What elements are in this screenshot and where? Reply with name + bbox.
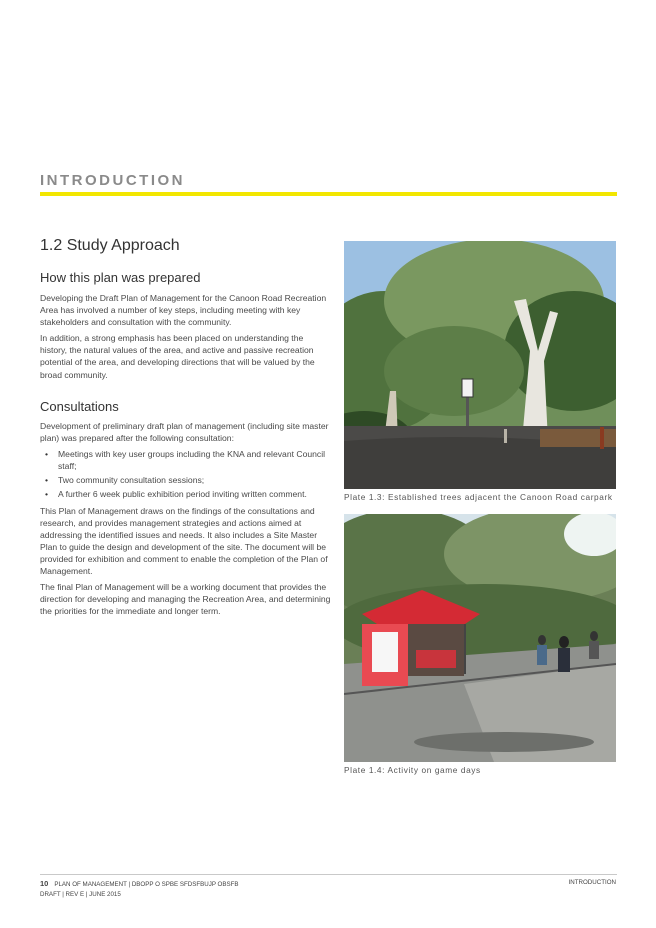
how-prepared-body — [40, 292, 332, 385]
consultation-list — [40, 448, 332, 500]
plate-1-4-caption: Plate 1.4: Activity on game days — [344, 765, 481, 775]
study-approach-heading: 1.2 Study Approach — [40, 237, 180, 254]
paragraph: Developing the Draft Plan of Management for the Canoon Road Recreation Area has involved a number of key steps, including meeting with key stakeholders and consultation with the community. — [40, 293, 327, 328]
plate-1-4-photo — [344, 514, 616, 762]
consultations-body — [40, 420, 332, 621]
footer-rule — [40, 874, 617, 875]
paragraph: This Plan of Management draws on the findings of the consultations and research, and provides management strategies and actions aimed at addressing the identified issues and needs. It also includes a Site Master Plan to guide the design and development of the site. The document will be provided for exhibition and comment to enable the completion of the Plan of Management. — [40, 505, 328, 577]
plate-1-3-photo — [344, 241, 616, 489]
paragraph: The final Plan of Management will be a working document that provides the direction for developing and managing the Recreation Area, and determining the priorities for the immediate and longer term. — [40, 582, 331, 617]
trees-carpark-image — [344, 241, 616, 489]
footer-section: INTRODUCTION — [568, 879, 616, 886]
game-day-image — [344, 514, 616, 762]
plate-1-3-caption: Plate 1.3: Established trees adjacent the Canoon Road carpark — [344, 492, 613, 502]
paragraph: In addition, a strong emphasis has been placed on understanding the history, the natural values of the area, and active and passive recreation potential of the area, and developing directions that will be valued by the broad community. — [40, 333, 315, 380]
page-number: 10 — [40, 879, 49, 888]
footer-title-line — [40, 879, 239, 888]
accent-rule — [40, 192, 617, 196]
how-prepared-heading: How this plan was prepared — [40, 270, 201, 285]
list-item: • A further 6 week public exhibition period inviting written comment. — [58, 488, 332, 500]
doc-title: PLAN OF MANAGEMENT | DBOPP O SPBE SFDSFBUJP OBSFB — [54, 881, 239, 888]
list-item: • Meetings with key user groups including the KNA and relevant Council staff; — [58, 448, 332, 472]
list-item: • Two community consultation sessions; — [58, 474, 332, 486]
paragraph: Development of preliminary draft plan of management (including site master plan) was prepared after the following consultation: — [40, 421, 329, 444]
consultations-heading: Consultations — [40, 399, 119, 414]
section-title: INTRODUCTION — [40, 172, 185, 189]
draft-line: DRAFT | REV E | JUNE 2015 — [40, 891, 121, 898]
